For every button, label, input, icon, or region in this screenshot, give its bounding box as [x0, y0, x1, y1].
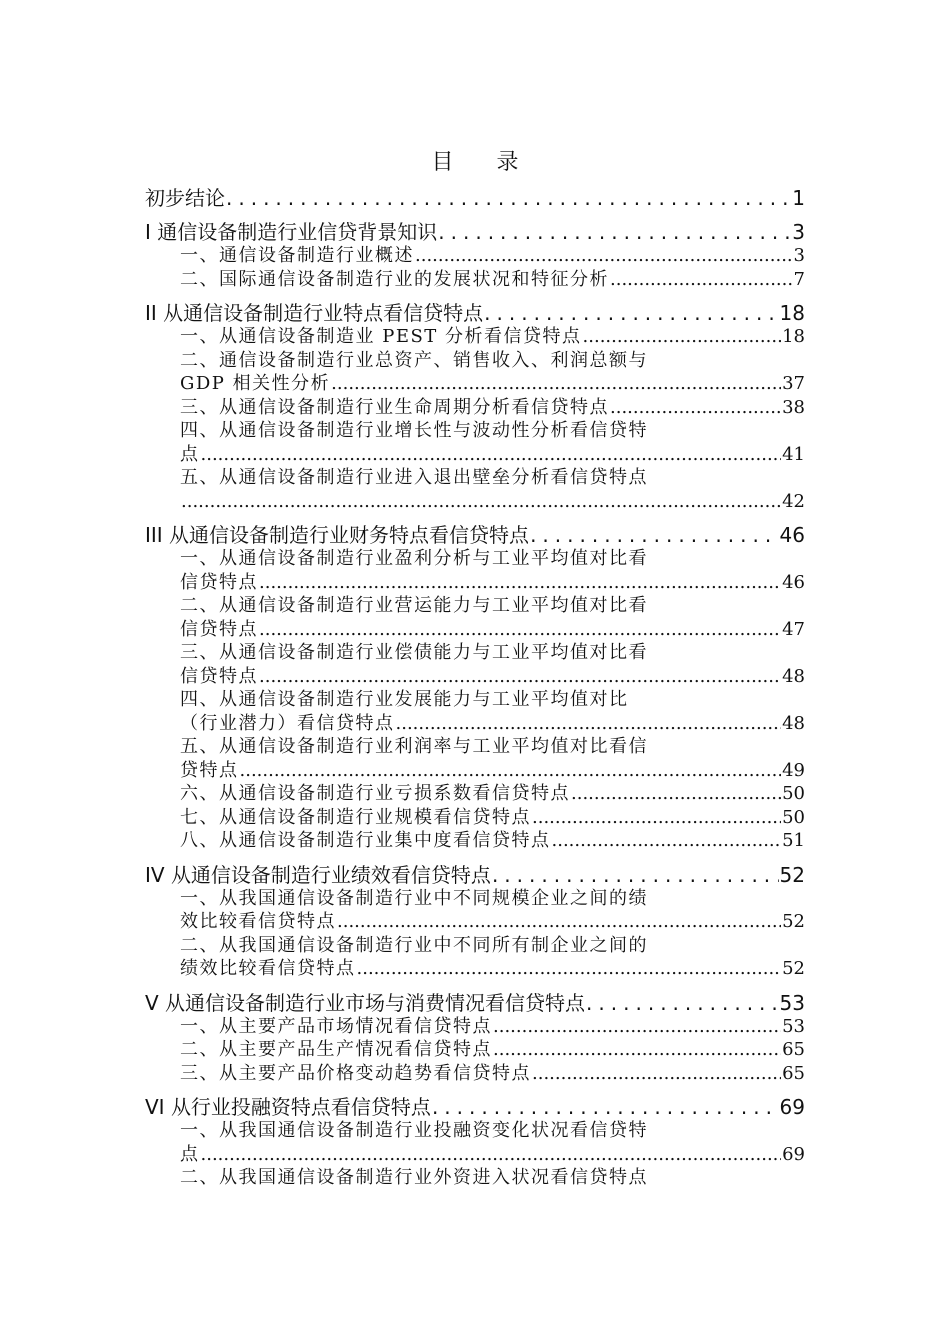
toc-subsection-line: 四、从通信设备制造行业发展能力与工业平均值对比 — [180, 689, 629, 710]
dot-leader — [396, 712, 782, 736]
dot-leader — [201, 1143, 782, 1167]
toc-section-title: V 从通信设备制造行业市场与消费情况看信贷特点 — [145, 990, 586, 1015]
dot-leader — [226, 186, 791, 210]
toc-subsection-title: 贷特点 — [180, 759, 239, 781]
dot-leader — [484, 301, 778, 325]
toc-subsection-line: 四、从通信设备制造行业增长性与波动性分析看信贷特 — [180, 420, 648, 441]
toc-subsection-line: 二、从我国通信设备制造行业中不同所有制企业之间的 — [180, 934, 648, 956]
toc-subsection-last-line — [180, 712, 805, 736]
toc-subsection-title: 效比较看信贷特点 — [180, 911, 336, 932]
toc-page — [145, 148, 805, 1190]
toc-subsection-last-line — [180, 1062, 805, 1086]
dot-leader — [438, 220, 791, 244]
toc-subsection-title: 二、从我国通信设备制造行业外资进入状况看信贷特点 — [180, 1167, 648, 1188]
toc-page-number: 52 — [779, 862, 805, 887]
toc-subsection-entry[interactable] — [145, 325, 805, 349]
toc-title: 目 录 — [431, 150, 537, 175]
toc-subsection-last-line — [180, 490, 805, 514]
toc-subsection-title: 点 — [180, 1143, 200, 1165]
toc-page-number: 3 — [793, 245, 805, 266]
toc-page-number: 38 — [782, 396, 805, 418]
toc-subsection-last-line — [180, 443, 805, 467]
toc-subsection-last-line — [180, 268, 805, 292]
dot-leader — [552, 829, 782, 853]
toc-subsection-title: 信贷特点 — [180, 618, 258, 640]
toc-page-number: 50 — [782, 783, 805, 804]
dot-leader — [201, 443, 782, 467]
toc-subsection-entry[interactable] — [145, 1166, 805, 1190]
toc-subsection-entry[interactable] — [145, 1015, 805, 1039]
dot-leader — [259, 665, 781, 689]
toc-subsection-entry[interactable] — [145, 244, 805, 268]
toc-page-number: 46 — [782, 571, 805, 593]
toc-subsection-line: 二、通信设备制造行业总资产、销售收入、利润总额与 — [180, 349, 648, 371]
toc-list — [145, 186, 805, 1190]
toc-subsection-last-line — [180, 244, 805, 268]
toc-subsection-entry[interactable] — [145, 396, 805, 420]
dot-leader — [586, 991, 779, 1015]
toc-subsection-entry[interactable] — [145, 419, 805, 466]
toc-subsection-line: 三、从通信设备制造行业偿债能力与工业平均值对比看 — [180, 642, 648, 663]
toc-page-number: 65 — [782, 1062, 805, 1084]
toc-subsection-entry[interactable] — [145, 641, 805, 688]
toc-page-number: 3 — [792, 220, 805, 244]
toc-section-title: I 通信设备制造行业信贷背景知识 — [145, 220, 438, 244]
toc-page-number: 48 — [782, 712, 805, 734]
dot-leader — [571, 782, 781, 806]
toc-page-number: 65 — [782, 1039, 805, 1060]
toc-subsection-title: 点 — [180, 443, 200, 465]
dot-leader — [532, 1062, 781, 1086]
toc-subsection-title: 八、从通信设备制造行业集中度看信贷特点 — [180, 830, 551, 851]
toc-section-entry[interactable] — [145, 186, 805, 210]
toc-subsection-last-line — [180, 910, 805, 934]
dot-leader — [357, 957, 782, 981]
toc-subsection-title: 七、从通信设备制造行业规模看信贷特点 — [180, 806, 531, 828]
toc-subsection-last-line — [180, 571, 805, 595]
toc-page-number: 37 — [782, 373, 805, 394]
toc-page-number: 69 — [779, 1095, 805, 1119]
toc-page-number: 52 — [782, 958, 805, 979]
dot-leader — [583, 325, 782, 349]
toc-subsection-last-line — [180, 1038, 805, 1062]
toc-page-number: 49 — [782, 759, 805, 781]
toc-subsection-last-line — [180, 806, 805, 830]
toc-section-entry[interactable] — [145, 991, 805, 1015]
toc-subsection-title: 绩效比较看信贷特点 — [180, 958, 356, 979]
toc-section-entry[interactable] — [145, 301, 805, 325]
dot-leader — [610, 396, 781, 420]
toc-subsection-last-line — [180, 829, 805, 853]
toc-section-title: VI 从行业投融资特点看信贷特点 — [145, 1095, 431, 1119]
toc-section-title: 初步结论 — [145, 186, 225, 210]
toc-subsection-last-line — [180, 325, 805, 349]
toc-page-number: 7 — [793, 268, 805, 290]
toc-subsection-title: 三、从通信设备制造行业生命周期分析看信贷特点 — [180, 396, 609, 418]
toc-subsection-entry[interactable] — [145, 594, 805, 641]
dot-leader — [415, 244, 793, 268]
toc-page-number: 48 — [782, 665, 805, 687]
toc-page-number: 53 — [782, 1015, 805, 1037]
toc-page-number: 50 — [782, 806, 805, 828]
toc-subsection-title: 六、从通信设备制造行业亏损系数看信贷特点 — [180, 783, 570, 804]
dot-leader — [240, 759, 782, 783]
toc-subsection-entry[interactable] — [145, 688, 805, 735]
dot-leader — [259, 571, 781, 595]
toc-subsection-title: 信贷特点 — [180, 571, 258, 593]
toc-subsection-title: 三、从主要产品价格变动趋势看信贷特点 — [180, 1062, 531, 1084]
toc-subsection-last-line — [180, 665, 805, 689]
toc-page-number: 46 — [779, 523, 805, 547]
dot-leader — [530, 523, 778, 547]
toc-subsection-line: 一、从我国通信设备制造行业中不同规模企业之间的绩 — [180, 887, 648, 909]
dot-leader — [432, 1095, 779, 1119]
toc-subsection-last-line — [180, 1166, 805, 1190]
toc-page-number: 52 — [782, 911, 805, 932]
toc-subsection-last-line — [180, 396, 805, 420]
toc-subsection-entry[interactable] — [145, 466, 805, 513]
toc-subsection-title: GDP 相关性分析 — [180, 373, 331, 394]
dot-leader — [493, 1038, 781, 1062]
toc-section-entry[interactable] — [145, 863, 805, 887]
toc-subsection-last-line — [180, 1015, 805, 1039]
toc-subsection-entry[interactable] — [145, 349, 805, 396]
toc-subsection-entry[interactable] — [145, 934, 805, 981]
toc-subsection-entry[interactable] — [145, 887, 805, 934]
toc-page-number: 42 — [782, 490, 805, 512]
dot-leader — [532, 806, 781, 830]
toc-section-title: III 从通信设备制造行业财务特点看信贷特点 — [145, 523, 530, 547]
toc-section-title: II 从通信设备制造行业特点看信贷特点 — [145, 301, 484, 325]
toc-subsection-entry[interactable] — [145, 1119, 805, 1166]
toc-subsection-entry[interactable] — [145, 1038, 805, 1062]
toc-subsection-line: 一、从我国通信设备制造行业投融资变化状况看信贷特 — [180, 1120, 648, 1141]
toc-subsection-last-line — [180, 618, 805, 642]
toc-subsection-title: 一、通信设备制造行业概述 — [180, 245, 414, 266]
toc-subsection-title: 一、从主要产品市场情况看信贷特点 — [180, 1015, 492, 1037]
toc-subsection-title: 一、从通信设备制造业 PEST 分析看信贷特点 — [180, 326, 582, 347]
toc-subsection-last-line — [180, 759, 805, 783]
toc-page-number: 18 — [782, 326, 805, 347]
toc-subsection-title: 信贷特点 — [180, 665, 258, 687]
toc-page-number: 18 — [779, 301, 805, 325]
toc-subsection-title: 二、国际通信设备制造行业的发展状况和特征分析 — [180, 268, 609, 290]
toc-section-entry[interactable] — [145, 220, 805, 244]
toc-page-number: 1 — [792, 186, 805, 210]
toc-subsection-title: （行业潜力）看信贷特点 — [180, 712, 395, 734]
dot-leader — [492, 863, 779, 887]
dot-leader — [493, 1015, 781, 1039]
toc-subsection-title: 二、从主要产品生产情况看信贷特点 — [180, 1039, 492, 1060]
toc-subsection-entry[interactable] — [145, 268, 805, 292]
dot-leader — [181, 490, 781, 514]
toc-subsection-last-line — [180, 372, 805, 396]
toc-section-entry[interactable] — [145, 523, 805, 547]
toc-page-number: 51 — [782, 830, 805, 851]
toc-page-number: 69 — [782, 1143, 805, 1165]
toc-page-number: 53 — [779, 990, 805, 1015]
toc-section-title: IV 从通信设备制造行业绩效看信贷特点 — [145, 862, 491, 887]
toc-subsection-line: 五、从通信设备制造行业利润率与工业平均值对比看信 — [180, 736, 648, 757]
toc-subsection-entry[interactable] — [145, 1062, 805, 1086]
toc-subsection-line: 二、从通信设备制造行业营运能力与工业平均值对比看 — [180, 595, 648, 616]
toc-subsection-entry[interactable] — [145, 782, 805, 806]
dot-leader — [331, 372, 781, 396]
toc-section-entry[interactable] — [145, 1095, 805, 1119]
toc-page-number: 41 — [782, 443, 805, 465]
toc-subsection-entry[interactable] — [145, 547, 805, 594]
toc-subsection-last-line — [180, 1143, 805, 1167]
toc-page-number: 47 — [782, 618, 805, 640]
toc-subsection-entry[interactable] — [145, 806, 805, 830]
toc-subsection-line: 五、从通信设备制造行业进入退出壁垒分析看信贷特点 — [180, 467, 648, 488]
toc-subsection-entry[interactable] — [145, 735, 805, 782]
dot-leader — [259, 618, 781, 642]
toc-subsection-last-line — [180, 782, 805, 806]
toc-subsection-line: 一、从通信设备制造行业盈利分析与工业平均值对比看 — [180, 548, 648, 569]
toc-subsection-entry[interactable] — [145, 829, 805, 853]
toc-subsection-last-line — [180, 957, 805, 981]
dot-leader — [337, 910, 781, 934]
dot-leader — [610, 268, 793, 292]
